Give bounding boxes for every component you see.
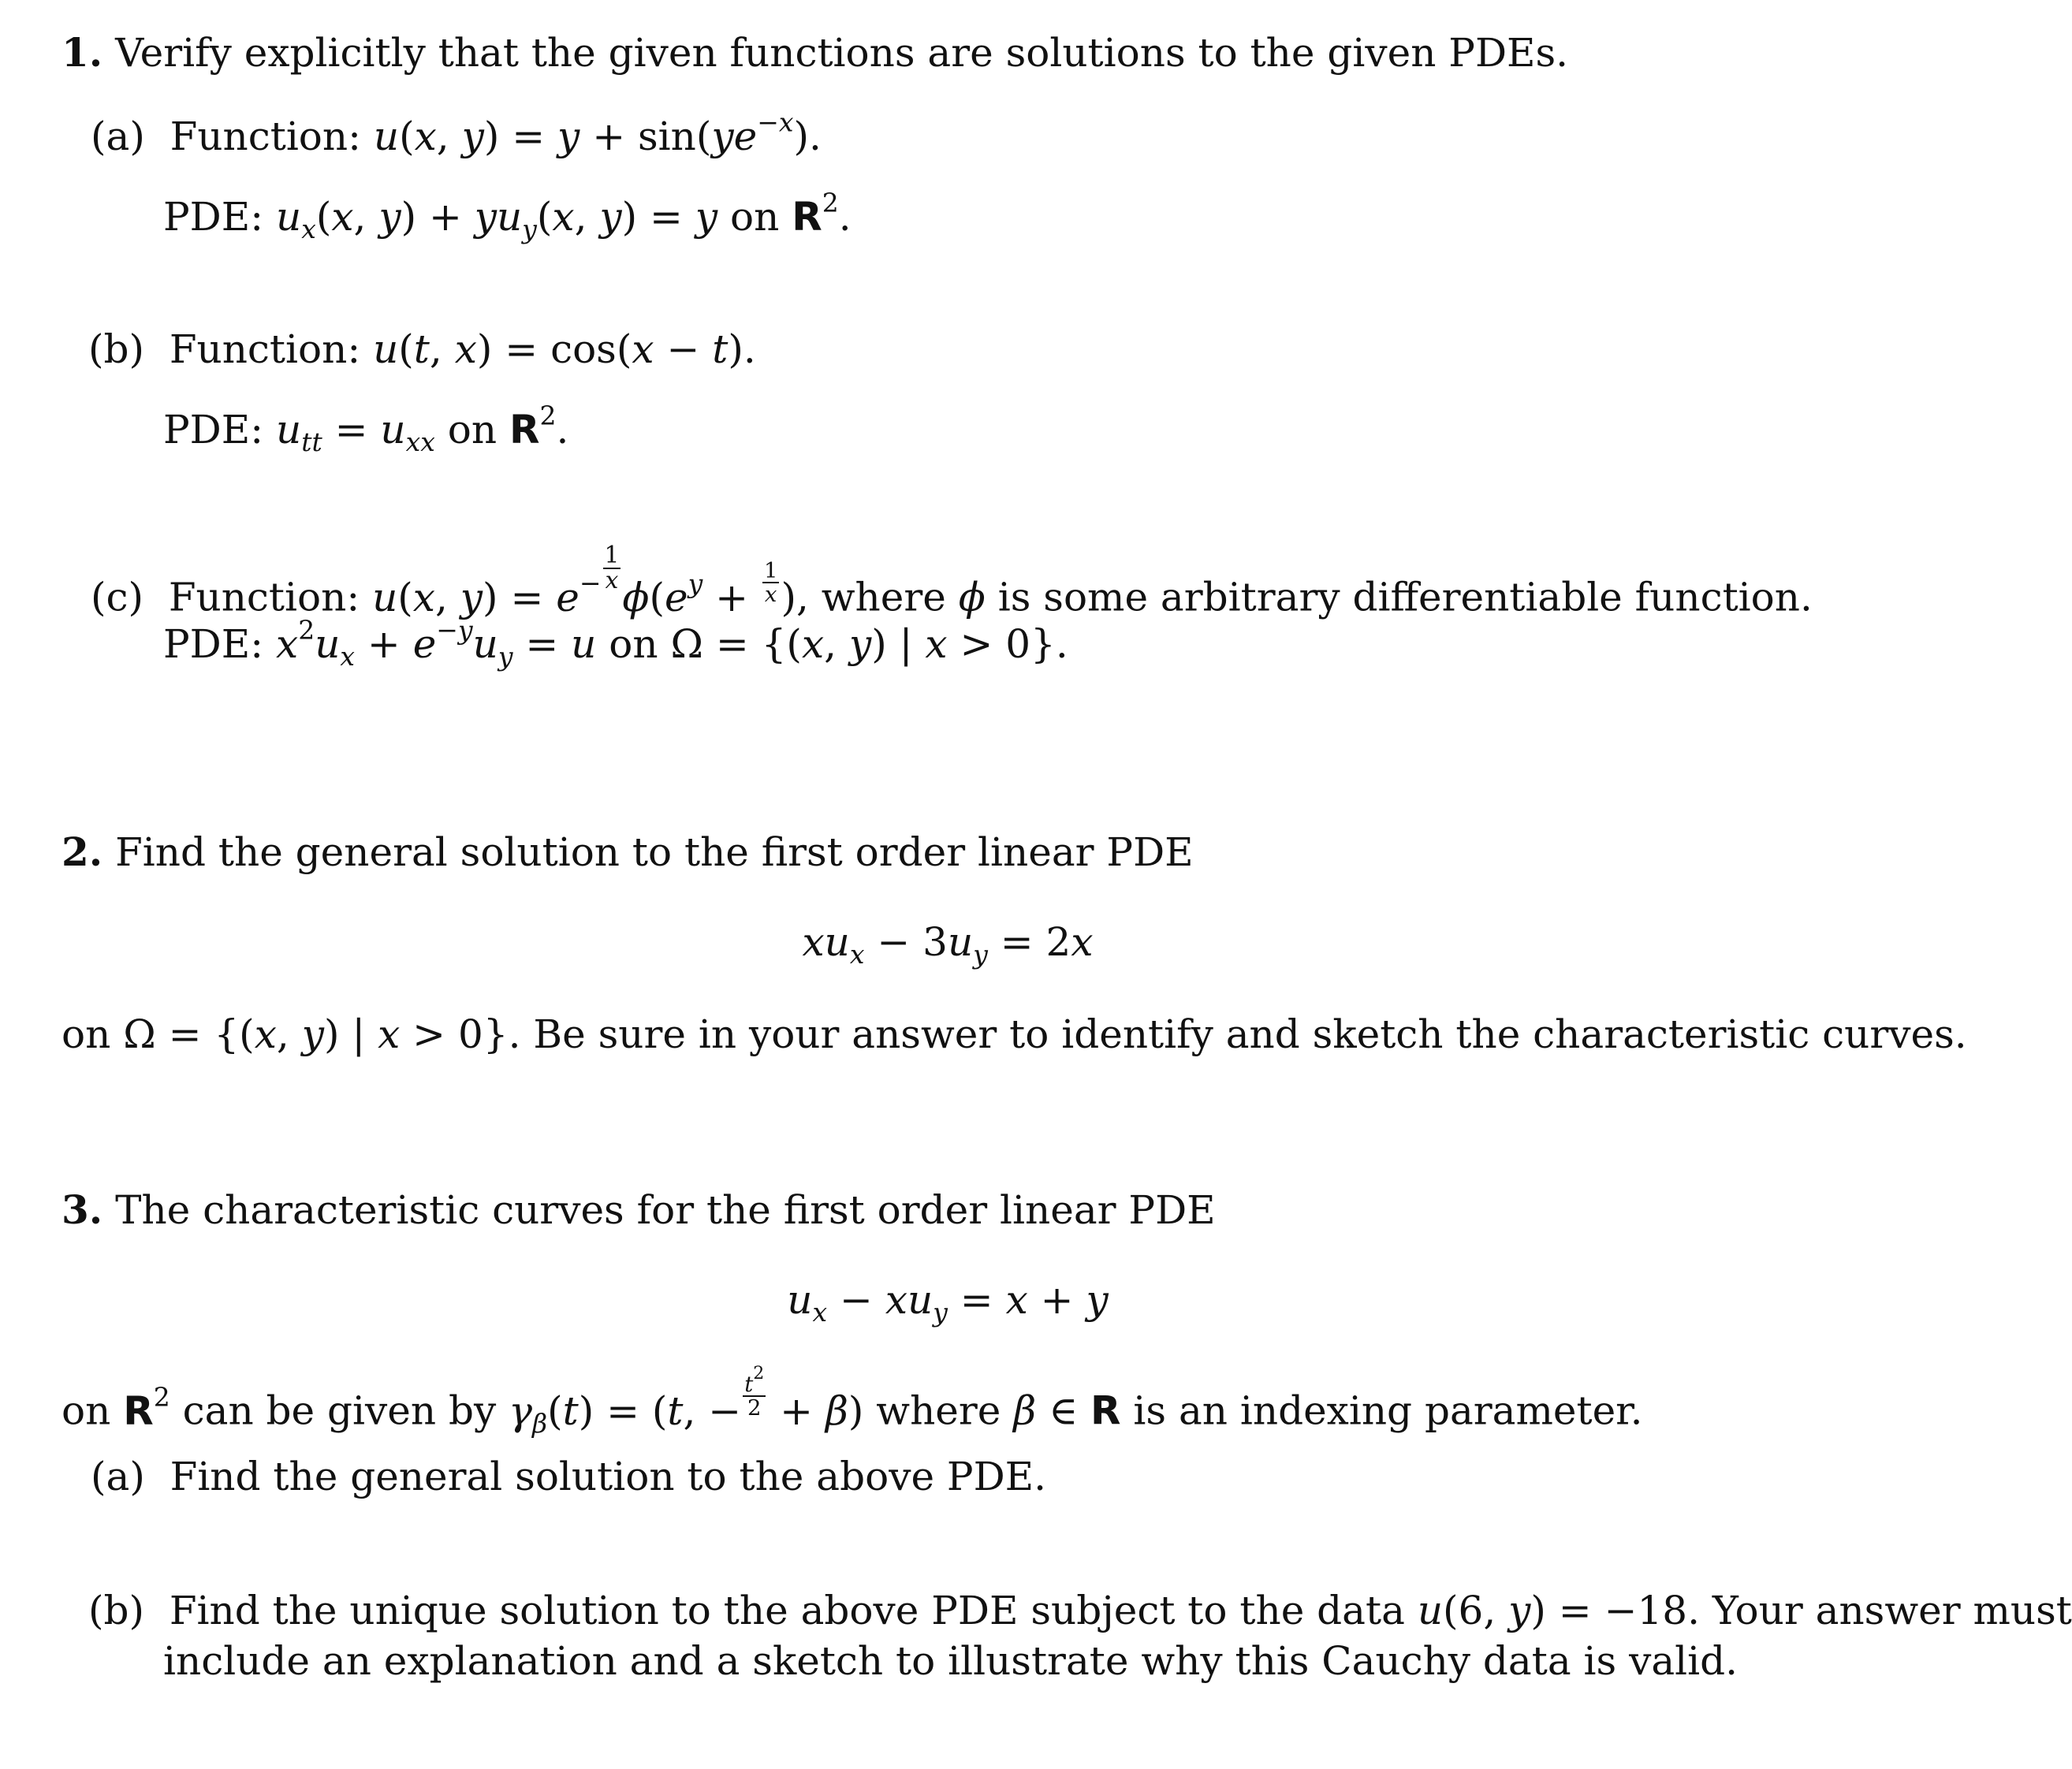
function-suffix: , where (796, 574, 946, 620)
problem-3b-line-2 (163, 1638, 1738, 1684)
function-label: Function: (169, 326, 361, 372)
function-label: Function: (168, 574, 360, 620)
problem-1a-pde-line (163, 187, 852, 244)
function-suffix-2: is some arbitrary differentiable function. (997, 574, 1813, 620)
given-by-text: can be given by (182, 1387, 497, 1434)
indexing-text: is an indexing parameter. (1133, 1387, 1643, 1434)
pde-label: PDE: (163, 194, 264, 240)
pde-formula: $u_x(x$, $y) + yu_y(x$, y) = y (275, 194, 718, 244)
pde-label: PDE: (163, 407, 264, 452)
function-formula: u(x, $y) = e^{- \frac{1}{x}}$ $\phi(e^y$ + $\frac{1}{x}$ ) (372, 542, 796, 620)
cauchy-data-value: −18 (1604, 1588, 1688, 1633)
part-text: Find the general solution to the above PDE. (170, 1454, 1047, 1499)
function-formula: u(t, x) = cos(x − t). (373, 326, 756, 372)
cauchy-data-formula: u(6, y) = −18 (1417, 1588, 1688, 1633)
problem-3-number: 3. (61, 1186, 103, 1233)
domain-text: on (609, 621, 658, 667)
part-label: (a) (91, 114, 145, 159)
domain-text: on (447, 407, 498, 452)
domain-text: on (730, 194, 780, 240)
beta-membership: β ∈ R (1013, 1387, 1121, 1434)
problem-3a-line (91, 1454, 1047, 1499)
problem-2-instruction: . Be sure in your answer to identify and sketch the characteristic curves. (508, 1011, 1967, 1057)
domain-formula: $R^2$ (123, 1380, 170, 1434)
part-text-1: Find the unique solution to the above PDE subject to the data (169, 1588, 1405, 1633)
phi-symbol: ϕ (958, 574, 986, 620)
part-label: (a) (91, 1454, 145, 1499)
problem-1c-pde-line (163, 614, 1068, 672)
part-text-2: . Your answer must (1687, 1588, 2072, 1633)
domain-formula: Ω = {(x, y) | x > 0} (123, 1011, 509, 1057)
part-label: (c) (91, 574, 144, 620)
pde-label: PDE: (163, 621, 264, 667)
problem-1a-function-line (91, 106, 822, 159)
domain-prefix: on (61, 1011, 111, 1057)
domain-prefix: on (61, 1387, 111, 1434)
pde-formula: $x^2u_x + e^{-y}u_y = u$ (275, 614, 597, 672)
problem-3-curves-line (61, 1364, 1643, 1439)
domain-formula: Ω = {(x, y) | x > 0}. (670, 621, 1068, 667)
problem-2-prompt: Find the general solution to the first order linear PDE (115, 829, 1194, 875)
problem-2-equation: $xu_x - 3u_y = 2x$ (802, 919, 1094, 970)
problem-1c-function-line (91, 542, 1813, 620)
problem-2-instruction-line (61, 1011, 1967, 1057)
part-text-3: include an explanation and a sketch to illustrate why this Cauchy data is valid. (163, 1638, 1738, 1684)
curve-formula: $\gamma_\beta(t) = (t$, − $\frac{t^2}{2}$ + β) (509, 1364, 864, 1439)
problem-3-prompt: The characteristic curves for the first order linear PDE (115, 1187, 1216, 1233)
problem-1-number: 1. (61, 29, 103, 76)
function-label: Function: (170, 114, 361, 159)
problem-2-heading (61, 829, 1194, 875)
problem-2-number: 2. (61, 829, 103, 875)
pde-formula: $u_{tt} = u_{xx}$ (275, 407, 435, 457)
domain-formula: $R^2$. (792, 187, 852, 240)
domain-formula: $R^2$. (509, 400, 569, 452)
part-label: (b) (88, 326, 145, 372)
function-formula: u(x, $y) = y + \sin(ye^{-x})$. (373, 106, 822, 159)
problem-3b-line-1 (88, 1588, 2072, 1633)
problem-1b-pde-line (163, 400, 569, 457)
problem-1b-function-line (88, 326, 756, 372)
problem-1-prompt: Verify explicitly that the given functions are solutions to the given PDEs. (115, 30, 1569, 76)
problem-3-heading (61, 1186, 1216, 1233)
part-label: (b) (88, 1588, 145, 1633)
where-text: where (876, 1387, 1001, 1434)
problem-3-equation: $u_x - xu_y = x + y$ (787, 1277, 1109, 1328)
problem-1-heading (61, 29, 1569, 76)
